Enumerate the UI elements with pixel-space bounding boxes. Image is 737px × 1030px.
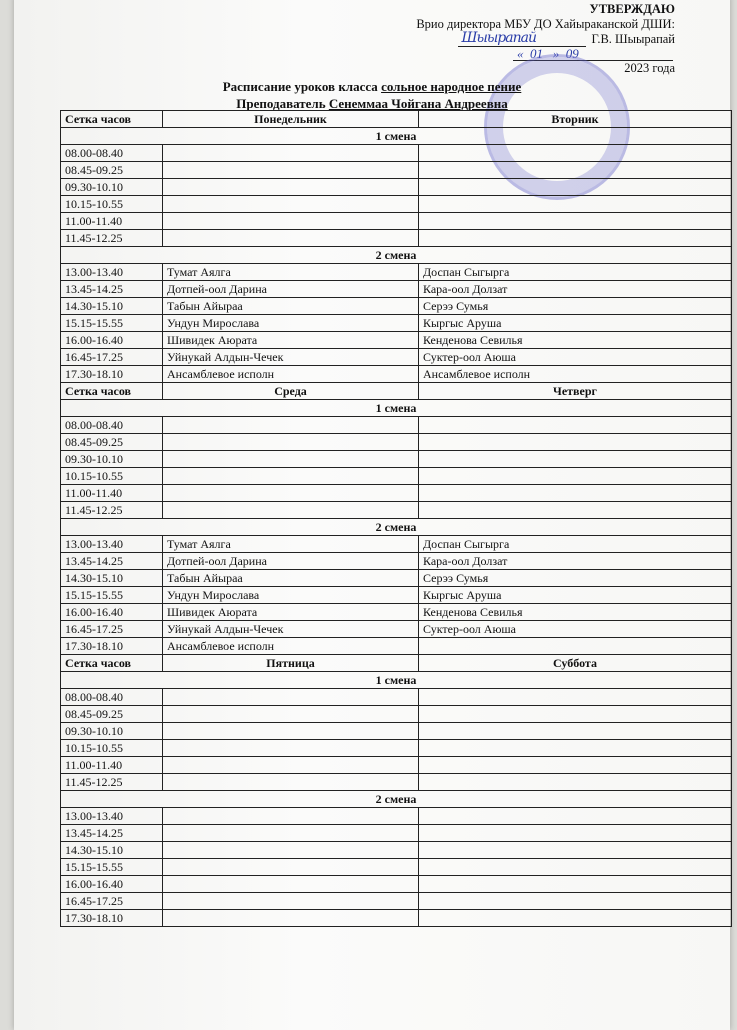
day-header: Среда bbox=[163, 383, 419, 400]
student-cell bbox=[163, 808, 419, 825]
table-row bbox=[61, 893, 732, 910]
time-grid-header: Сетка часов bbox=[61, 111, 163, 128]
time-slot: 15.15-15.55 bbox=[61, 315, 163, 332]
time-slot: 10.15-10.55 bbox=[61, 196, 163, 213]
time-slot: 13.00-13.40 bbox=[61, 264, 163, 281]
student-cell: Тумат Аялга bbox=[163, 536, 419, 553]
student-cell: Ундун Мирослава bbox=[163, 315, 419, 332]
time-slot: 11.45-12.25 bbox=[61, 774, 163, 791]
shift-row bbox=[61, 400, 732, 417]
student-cell bbox=[163, 842, 419, 859]
title-subject: сольное народное пение bbox=[381, 79, 522, 94]
time-grid-header: Сетка часов bbox=[61, 383, 163, 400]
student-cell: Серээ Сумья bbox=[419, 298, 732, 315]
shift-label: 2 смена bbox=[61, 247, 732, 264]
student-cell bbox=[163, 859, 419, 876]
table-row bbox=[61, 298, 732, 315]
table-row bbox=[61, 332, 732, 349]
student-cell: Тумат Аялга bbox=[163, 264, 419, 281]
student-cell: Кара-оол Долзат bbox=[419, 553, 732, 570]
table-row bbox=[61, 145, 732, 162]
table-row bbox=[61, 706, 732, 723]
approval-block bbox=[345, 2, 675, 76]
student-cell bbox=[163, 468, 419, 485]
time-slot: 09.30-10.10 bbox=[61, 723, 163, 740]
student-cell: Табын Айыраа bbox=[163, 570, 419, 587]
title-prefix: Расписание уроков класса bbox=[222, 79, 382, 94]
table-row bbox=[61, 162, 732, 179]
student-cell: Ансамблевое исполн bbox=[163, 638, 419, 655]
time-slot: 15.15-15.55 bbox=[61, 859, 163, 876]
student-cell bbox=[163, 162, 419, 179]
student-cell bbox=[163, 230, 419, 247]
time-slot: 14.30-15.10 bbox=[61, 298, 163, 315]
student-cell: Уйнукай Алдын-Чечек bbox=[163, 349, 419, 366]
student-cell: Кенденова Севилья bbox=[419, 332, 732, 349]
approval-signatory: Г.В. Шыырапай bbox=[591, 32, 675, 46]
day-header: Суббота bbox=[419, 655, 732, 672]
table-row bbox=[61, 774, 732, 791]
student-cell: Табын Айыраа bbox=[163, 298, 419, 315]
student-cell: Дотпей-оол Дарина bbox=[163, 281, 419, 298]
shift-label: 2 смена bbox=[61, 519, 732, 536]
student-cell: Кыргыс Аруша bbox=[419, 315, 732, 332]
student-cell bbox=[163, 196, 419, 213]
time-slot: 09.30-10.10 bbox=[61, 179, 163, 196]
table-row bbox=[61, 570, 732, 587]
student-cell bbox=[163, 910, 419, 927]
shift-row bbox=[61, 672, 732, 689]
student-cell bbox=[419, 825, 732, 842]
table-row bbox=[61, 468, 732, 485]
schedule-title bbox=[14, 78, 730, 95]
student-cell bbox=[163, 485, 419, 502]
day-header: Пятница bbox=[163, 655, 419, 672]
table-row bbox=[61, 638, 732, 655]
student-cell bbox=[419, 485, 732, 502]
table-row bbox=[61, 723, 732, 740]
table-row bbox=[61, 451, 732, 468]
table-row bbox=[61, 485, 732, 502]
student-cell: Кыргыс Аруша bbox=[419, 587, 732, 604]
student-cell: Кара-оол Долзат bbox=[419, 281, 732, 298]
student-cell bbox=[419, 859, 732, 876]
time-slot: 15.15-15.55 bbox=[61, 587, 163, 604]
time-slot: 16.45-17.25 bbox=[61, 893, 163, 910]
approval-year: 2023 года bbox=[624, 61, 675, 75]
time-slot: 08.00-08.40 bbox=[61, 417, 163, 434]
table-row bbox=[61, 417, 732, 434]
teacher-name: Сенеммаа Чойгана Андреевна bbox=[328, 96, 508, 111]
table-row bbox=[61, 536, 732, 553]
student-cell bbox=[163, 723, 419, 740]
table-row bbox=[61, 825, 732, 842]
document-page bbox=[14, 0, 730, 1030]
shift-row bbox=[61, 247, 732, 264]
time-slot: 17.30-18.10 bbox=[61, 366, 163, 383]
student-cell: Ундун Мирослава bbox=[163, 587, 419, 604]
student-cell: Серээ Сумья bbox=[419, 570, 732, 587]
table-row bbox=[61, 587, 732, 604]
student-cell bbox=[419, 757, 732, 774]
time-slot: 11.45-12.25 bbox=[61, 230, 163, 247]
table-row bbox=[61, 315, 732, 332]
student-cell bbox=[163, 706, 419, 723]
student-cell: Суктер-оол Аюша bbox=[419, 349, 732, 366]
student-cell bbox=[419, 876, 732, 893]
table-row bbox=[61, 876, 732, 893]
time-slot: 14.30-15.10 bbox=[61, 570, 163, 587]
student-cell bbox=[419, 213, 732, 230]
student-cell bbox=[163, 179, 419, 196]
time-grid-header: Сетка часов bbox=[61, 655, 163, 672]
time-slot: 13.00-13.40 bbox=[61, 536, 163, 553]
table-row bbox=[61, 230, 732, 247]
time-slot: 16.00-16.40 bbox=[61, 332, 163, 349]
time-slot: 09.30-10.10 bbox=[61, 451, 163, 468]
day-header: Четверг bbox=[419, 383, 732, 400]
shift-row bbox=[61, 791, 732, 808]
student-cell bbox=[163, 757, 419, 774]
table-row bbox=[61, 553, 732, 570]
student-cell: Доспан Сыгырга bbox=[419, 264, 732, 281]
time-slot: 13.00-13.40 bbox=[61, 808, 163, 825]
time-slot: 08.45-09.25 bbox=[61, 706, 163, 723]
student-cell bbox=[419, 179, 732, 196]
student-cell bbox=[163, 502, 419, 519]
table-row bbox=[61, 808, 732, 825]
table-row bbox=[61, 842, 732, 859]
shift-label: 1 смена bbox=[61, 400, 732, 417]
student-cell bbox=[163, 740, 419, 757]
student-cell: Ансамблевое исполн bbox=[163, 366, 419, 383]
handwritten-signature: Шыырапай bbox=[461, 30, 536, 46]
student-cell bbox=[419, 162, 732, 179]
table-row bbox=[61, 213, 732, 230]
time-slot: 13.45-14.25 bbox=[61, 281, 163, 298]
student-cell bbox=[419, 808, 732, 825]
teacher-prefix: Преподаватель bbox=[236, 96, 329, 111]
table-row bbox=[61, 621, 732, 638]
table-row bbox=[61, 366, 732, 383]
student-cell bbox=[163, 893, 419, 910]
table-row bbox=[61, 281, 732, 298]
table-row bbox=[61, 196, 732, 213]
day-header: Понедельник bbox=[163, 111, 419, 128]
time-slot: 11.00-11.40 bbox=[61, 485, 163, 502]
table-row bbox=[61, 434, 732, 451]
signature-line bbox=[345, 32, 675, 47]
day-header: Вторник bbox=[419, 111, 732, 128]
time-slot: 08.45-09.25 bbox=[61, 162, 163, 179]
student-cell bbox=[419, 196, 732, 213]
student-cell bbox=[163, 213, 419, 230]
shift-label: 2 смена bbox=[61, 791, 732, 808]
student-cell bbox=[419, 451, 732, 468]
time-slot: 17.30-18.10 bbox=[61, 638, 163, 655]
time-slot: 16.00-16.40 bbox=[61, 604, 163, 621]
student-cell bbox=[163, 689, 419, 706]
student-cell bbox=[419, 468, 732, 485]
table-row bbox=[61, 179, 732, 196]
student-cell bbox=[419, 145, 732, 162]
date-line bbox=[345, 47, 675, 61]
time-slot: 13.45-14.25 bbox=[61, 825, 163, 842]
student-cell bbox=[419, 638, 732, 655]
handwritten-date: « 01 » 09 bbox=[517, 46, 579, 61]
student-cell bbox=[419, 910, 732, 927]
day-header-row bbox=[61, 655, 732, 672]
student-cell: Дотпей-оол Дарина bbox=[163, 553, 419, 570]
table-row bbox=[61, 689, 732, 706]
time-slot: 10.15-10.55 bbox=[61, 740, 163, 757]
student-cell: Доспан Сыгырга bbox=[419, 536, 732, 553]
student-cell bbox=[163, 774, 419, 791]
shift-row bbox=[61, 128, 732, 145]
day-header-row bbox=[61, 111, 732, 128]
student-cell: Кенденова Севилья bbox=[419, 604, 732, 621]
table-row bbox=[61, 757, 732, 774]
time-slot: 08.00-08.40 bbox=[61, 689, 163, 706]
student-cell bbox=[163, 417, 419, 434]
approval-title: УТВЕРЖДАЮ bbox=[589, 2, 675, 16]
table-row bbox=[61, 604, 732, 621]
time-slot: 11.00-11.40 bbox=[61, 757, 163, 774]
student-cell: Ансамблевое исполн bbox=[419, 366, 732, 383]
student-cell bbox=[419, 893, 732, 910]
time-slot: 14.30-15.10 bbox=[61, 842, 163, 859]
student-cell bbox=[419, 842, 732, 859]
student-cell bbox=[419, 689, 732, 706]
table-row bbox=[61, 349, 732, 366]
shift-label: 1 смена bbox=[61, 672, 732, 689]
time-slot: 10.15-10.55 bbox=[61, 468, 163, 485]
student-cell bbox=[163, 145, 419, 162]
student-cell bbox=[163, 434, 419, 451]
day-header-row bbox=[61, 383, 732, 400]
student-cell bbox=[419, 723, 732, 740]
time-slot: 08.45-09.25 bbox=[61, 434, 163, 451]
time-slot: 11.45-12.25 bbox=[61, 502, 163, 519]
student-cell bbox=[163, 451, 419, 468]
table-row bbox=[61, 859, 732, 876]
student-cell: Уйнукай Алдын-Чечек bbox=[163, 621, 419, 638]
table-row bbox=[61, 910, 732, 927]
student-cell bbox=[163, 876, 419, 893]
student-cell bbox=[419, 417, 732, 434]
student-cell bbox=[419, 230, 732, 247]
student-cell bbox=[419, 740, 732, 757]
student-cell bbox=[419, 434, 732, 451]
time-slot: 16.45-17.25 bbox=[61, 349, 163, 366]
signature-underline bbox=[458, 30, 586, 47]
student-cell bbox=[163, 825, 419, 842]
student-cell: Суктер-оол Аюша bbox=[419, 621, 732, 638]
time-slot: 17.30-18.10 bbox=[61, 910, 163, 927]
student-cell bbox=[419, 774, 732, 791]
student-cell: Шивидек Аюрата bbox=[163, 604, 419, 621]
student-cell bbox=[419, 502, 732, 519]
time-slot: 16.00-16.40 bbox=[61, 876, 163, 893]
shift-row bbox=[61, 519, 732, 536]
student-cell: Шивидек Аюрата bbox=[163, 332, 419, 349]
table-row bbox=[61, 740, 732, 757]
time-slot: 11.00-11.40 bbox=[61, 213, 163, 230]
student-cell bbox=[419, 706, 732, 723]
approval-position: Врио директора МБУ ДО Хайыраканской ДШИ: bbox=[416, 17, 675, 31]
time-slot: 13.45-14.25 bbox=[61, 553, 163, 570]
schedule-title-block bbox=[14, 78, 730, 112]
table-row bbox=[61, 502, 732, 519]
schedule-table bbox=[60, 110, 732, 927]
time-slot: 08.00-08.40 bbox=[61, 145, 163, 162]
shift-label: 1 смена bbox=[61, 128, 732, 145]
table-row bbox=[61, 264, 732, 281]
time-slot: 16.45-17.25 bbox=[61, 621, 163, 638]
